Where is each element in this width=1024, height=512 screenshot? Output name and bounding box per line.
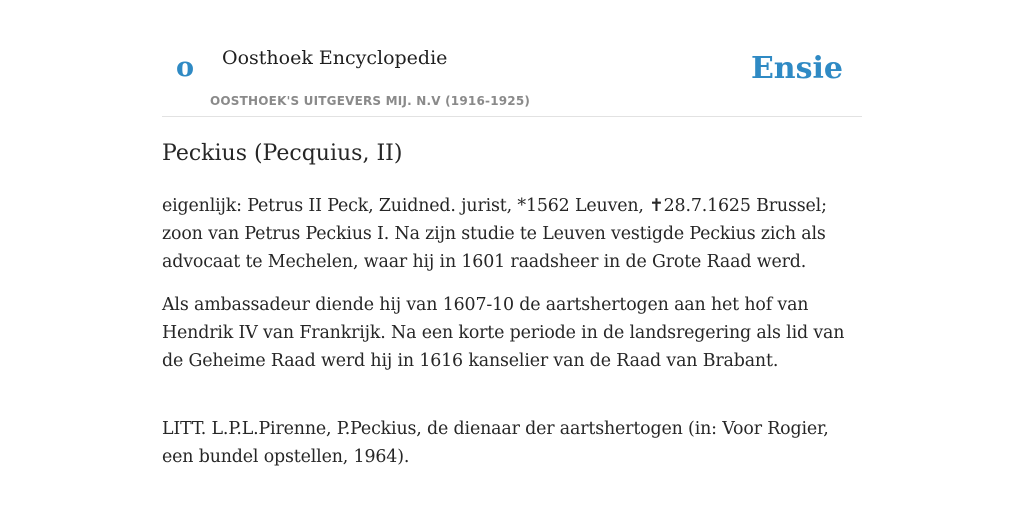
- article: [162, 136, 862, 471]
- ensie-brand-link[interactable]: Ensie: [750, 51, 843, 86]
- article-paragraph: eigenlijk: Petrus II Peck, Zuidned. jurist, *1562 Leuven, ✝28.7.1625 Brussel; zoon van Petrus Peckius I. Na zijn studie te Leuven vestigde Peckius zich als advocaat te Mechelen, waar hij in 1601 raadsheer in de Grote Raad werd.: [162, 196, 827, 272]
- site-logo[interactable]: o: [176, 52, 195, 83]
- entry-title: Peckius (Pecquius, II): [162, 141, 403, 166]
- article-paragraph: Als ambassadeur diende hij van 1607-10 de aartshertogen aan het hof van Hendrik IV van Frankrijk. Na een korte periode in de landsregering als lid van de Geheime Raad werd hij in 1616 kanselier van de Raad van Brabant.: [162, 295, 845, 371]
- site-title[interactable]: Oosthoek Encyclopedie: [222, 47, 448, 69]
- site-header: [162, 0, 862, 117]
- publisher-subtitle: OOSTHOEK'S UITGEVERS MIJ. N.V (1916-1925): [210, 94, 531, 108]
- literature-reference: LITT. L.P.L.Pirenne, P.Peckius, de dienaar der aartshertogen (in: Voor Rogier, een bundel opstellen, 1964).: [162, 419, 829, 467]
